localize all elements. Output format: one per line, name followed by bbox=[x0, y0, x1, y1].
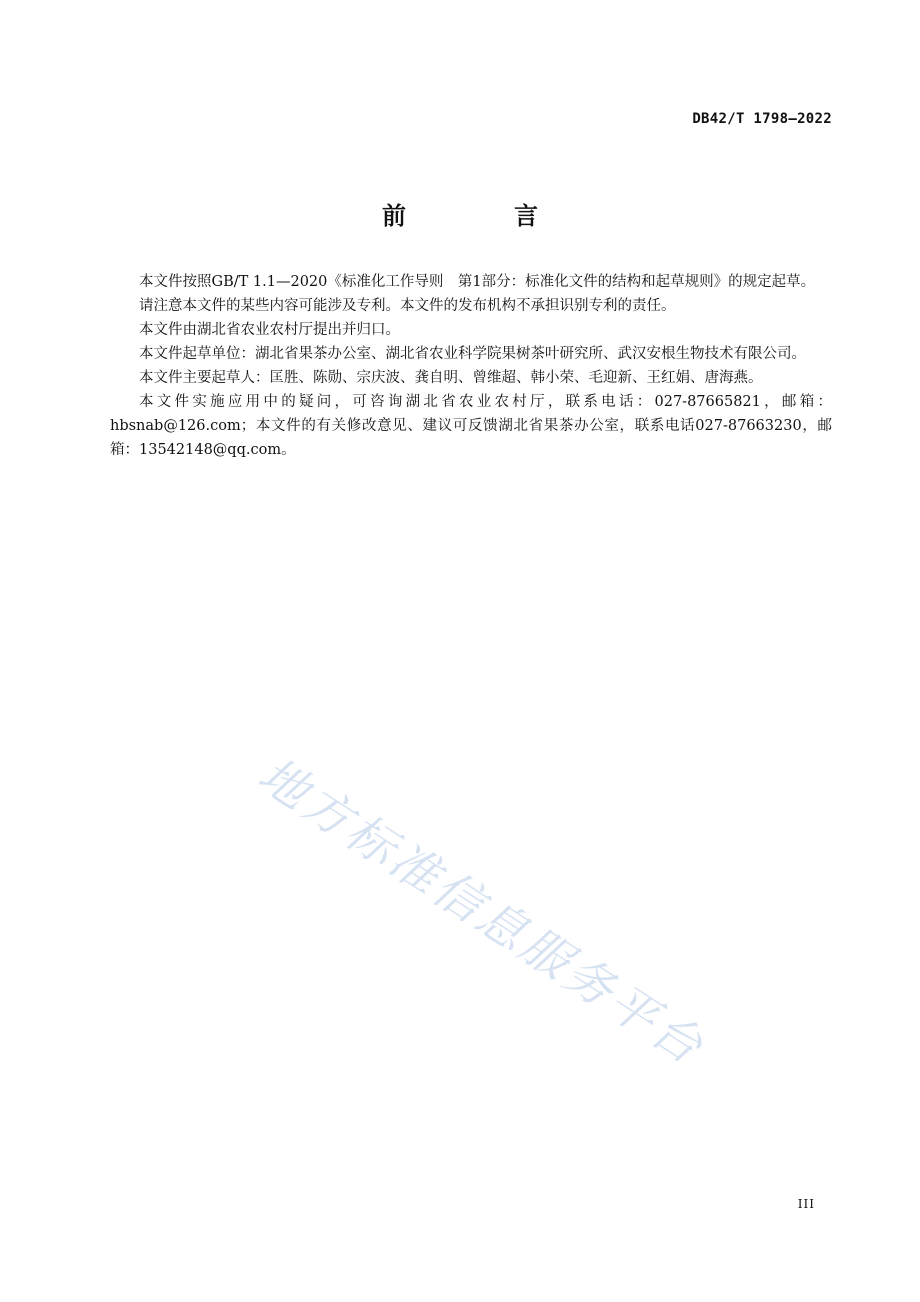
paragraph-drafters: 本文件主要起草人：匡胜、陈勋、宗庆波、龚自明、曾维超、韩小荣、毛迎新、王红娟、唐海燕。 bbox=[139, 370, 763, 386]
paragraph-proposer: 本文件由湖北省农业农村厅提出并归口。 bbox=[139, 322, 400, 338]
page-title: 前 言 bbox=[382, 202, 580, 230]
page-number: III bbox=[797, 1197, 815, 1211]
paragraph-drafting-basis: 本文件按照GB/T 1.1—2020《标准化工作导则 第1部分：标准化文件的结构和起草规则》的规定起草。 bbox=[139, 274, 816, 290]
paragraph-drafting-units: 本文件起草单位：湖北省果茶办公室、湖北省农业科学院果树茶叶研究所、武汉安根生物技术有限公司。 bbox=[139, 346, 806, 362]
paragraph-contact: 本文件实施应用中的疑问，可咨询湖北省农业农村厅，联系电话：027-87665821，邮箱：hbsnab@126.com；本文件的有关修改意见、建议可反馈湖北省果茶办公室，联系电话027-87663230，邮箱：13542148@qq.com。 bbox=[110, 394, 832, 458]
foreword-body bbox=[110, 270, 832, 462]
document-code: DB42/T 1798—2022 bbox=[692, 111, 832, 127]
watermark: 地方标准信息服务平台 bbox=[248, 746, 715, 1077]
paragraph-patent-notice: 请注意本文件的某些内容可能涉及专利。本文件的发布机构不承担识别专利的责任。 bbox=[139, 298, 676, 314]
